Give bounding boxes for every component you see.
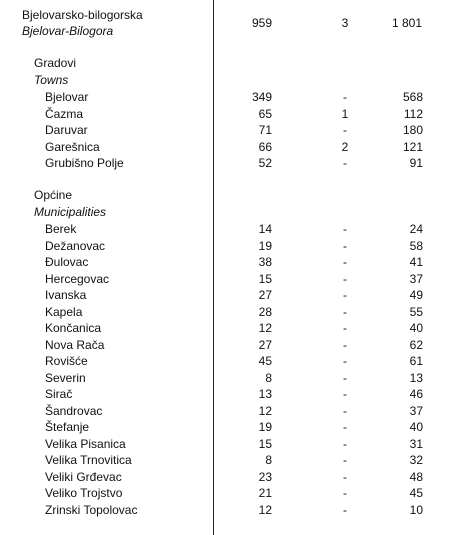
- towns-heading-row: [0, 55, 452, 71]
- value-2: -: [343, 321, 347, 335]
- value-2: -: [343, 486, 347, 500]
- value-1: 27: [258, 288, 272, 302]
- place-name: Zrinski Topolovac: [45, 502, 138, 517]
- place-name: Rovišće: [45, 354, 88, 368]
- value-1: 38: [258, 255, 272, 269]
- value-1: 12: [258, 321, 272, 335]
- value-2: -: [343, 354, 347, 368]
- value-1: 71: [258, 123, 272, 137]
- table-row: [0, 122, 452, 138]
- value-2: -: [343, 469, 347, 484]
- county-value-2: 3: [341, 16, 349, 30]
- value-3: 13: [409, 370, 423, 385]
- municipalities-heading-row: [0, 187, 452, 203]
- place-name: Velika Pisanica: [45, 436, 126, 451]
- value-2: -: [343, 90, 347, 104]
- county-name: Bjelovarsko-bilogorska: [22, 8, 143, 22]
- table-row: [0, 89, 452, 105]
- value-1: 21: [258, 486, 272, 500]
- value-2: -: [343, 502, 347, 517]
- value-1: 15: [258, 271, 272, 286]
- table-row: [0, 106, 452, 122]
- table-row: [0, 304, 452, 320]
- value-2: -: [343, 304, 347, 319]
- value-1: 45: [258, 354, 272, 368]
- value-3: 112: [403, 106, 423, 121]
- value-3: 24: [409, 222, 423, 236]
- place-name: Hercegovac: [45, 271, 110, 286]
- value-3: 40: [409, 420, 423, 434]
- value-2: 1: [341, 106, 349, 121]
- county-name-en: Bjelovar-Bilogora: [22, 24, 114, 38]
- value-1: 13: [258, 387, 272, 401]
- value-1: 8: [265, 370, 272, 385]
- value-2: -: [343, 222, 347, 236]
- value-3: 55: [409, 304, 423, 319]
- place-name: Ivanska: [45, 288, 87, 302]
- place-name: Bjelovar: [45, 90, 89, 104]
- table-row: [0, 254, 452, 270]
- table-row: [0, 155, 452, 171]
- table-row: [0, 320, 452, 336]
- municipalities-heading-en: Municipalities: [34, 205, 107, 219]
- value-1: 12: [258, 403, 272, 418]
- value-2: 2: [341, 139, 349, 154]
- place-name: Kapela: [45, 304, 83, 319]
- value-3: 37: [409, 403, 423, 418]
- municipalities-heading-en-row: [0, 204, 452, 220]
- county-value-1: 959: [251, 16, 272, 30]
- value-1: 23: [258, 469, 272, 484]
- value-3: 49: [409, 288, 423, 302]
- towns-heading: Gradovi: [34, 56, 77, 70]
- value-3: 41: [409, 255, 423, 269]
- table-row: [0, 287, 452, 303]
- value-3: 568: [402, 90, 423, 104]
- table-row: [0, 238, 452, 254]
- value-2: -: [343, 156, 347, 170]
- value-2: -: [343, 238, 347, 253]
- table-row: [0, 485, 452, 501]
- value-1: 52: [258, 156, 272, 170]
- value-1: 15: [258, 436, 272, 451]
- table-row: [0, 353, 452, 369]
- place-name: Šandrovac: [45, 403, 103, 418]
- value-3: 37: [409, 271, 423, 286]
- value-3: 31: [409, 436, 423, 451]
- value-2: -: [343, 436, 347, 451]
- value-3: 180: [402, 123, 423, 137]
- value-2: -: [343, 337, 347, 352]
- value-1: 19: [258, 238, 272, 253]
- value-1: 8: [265, 453, 272, 467]
- place-name: Veliko Trojstvo: [45, 486, 123, 500]
- place-name: Dežanovac: [45, 238, 106, 253]
- place-name: Severin: [45, 370, 86, 385]
- table-row: [0, 337, 452, 353]
- value-2: -: [343, 288, 347, 302]
- value-3: 10: [409, 502, 423, 517]
- place-name: Štefanje: [45, 420, 90, 434]
- table-row: [0, 139, 452, 155]
- place-name: Đulovac: [45, 255, 89, 269]
- value-3: 32: [409, 453, 423, 467]
- value-1: 349: [251, 90, 272, 104]
- table-row: [0, 436, 452, 452]
- table-row: [0, 221, 452, 237]
- table-row: [0, 452, 452, 468]
- value-3: 61: [409, 354, 423, 368]
- value-3: 45: [409, 486, 423, 500]
- county-value-3: 1 801: [391, 16, 422, 30]
- county-values: [0, 15, 452, 31]
- place-name: Berek: [45, 222, 77, 236]
- value-2: -: [343, 271, 347, 286]
- towns-heading-en-row: [0, 72, 452, 88]
- place-name: Daruvar: [45, 123, 88, 137]
- value-1: 14: [258, 222, 272, 236]
- value-1: 28: [258, 304, 272, 319]
- value-3: 48: [409, 469, 423, 484]
- value-1: 19: [258, 420, 272, 434]
- value-1: 12: [258, 502, 272, 517]
- value-3: 91: [409, 156, 423, 170]
- value-3: 40: [409, 321, 423, 335]
- value-2: -: [343, 370, 347, 385]
- place-name: Grubišno Polje: [45, 156, 124, 170]
- table-row: [0, 419, 452, 435]
- value-1: 66: [258, 139, 272, 154]
- value-2: -: [343, 403, 347, 418]
- table-row: [0, 271, 452, 287]
- place-name: Nova Rača: [45, 337, 105, 352]
- value-3: 62: [409, 337, 423, 352]
- place-name: Končanica: [45, 321, 102, 335]
- municipalities-heading: Općine: [34, 188, 73, 202]
- place-name: Garešnica: [45, 139, 100, 154]
- place-name: Velika Trnovitica: [45, 453, 132, 467]
- value-2: -: [343, 123, 347, 137]
- table-row: [0, 403, 452, 419]
- table-row: [0, 370, 452, 386]
- table-row: [0, 386, 452, 402]
- place-name: Veliki Grđevac: [45, 469, 122, 484]
- value-2: -: [343, 255, 347, 269]
- place-name: Čazma: [45, 106, 84, 121]
- value-3: 58: [409, 238, 423, 253]
- place-name: Sirač: [45, 387, 73, 401]
- towns-heading-en: Towns: [34, 73, 69, 87]
- value-1: 27: [258, 337, 272, 352]
- table-row: [0, 502, 452, 518]
- value-3: 121: [402, 139, 423, 154]
- value-3: 46: [409, 387, 423, 401]
- value-2: -: [343, 387, 347, 401]
- value-2: -: [343, 420, 347, 434]
- value-1: 65: [258, 106, 272, 121]
- table-row: [0, 469, 452, 485]
- value-2: -: [343, 453, 347, 467]
